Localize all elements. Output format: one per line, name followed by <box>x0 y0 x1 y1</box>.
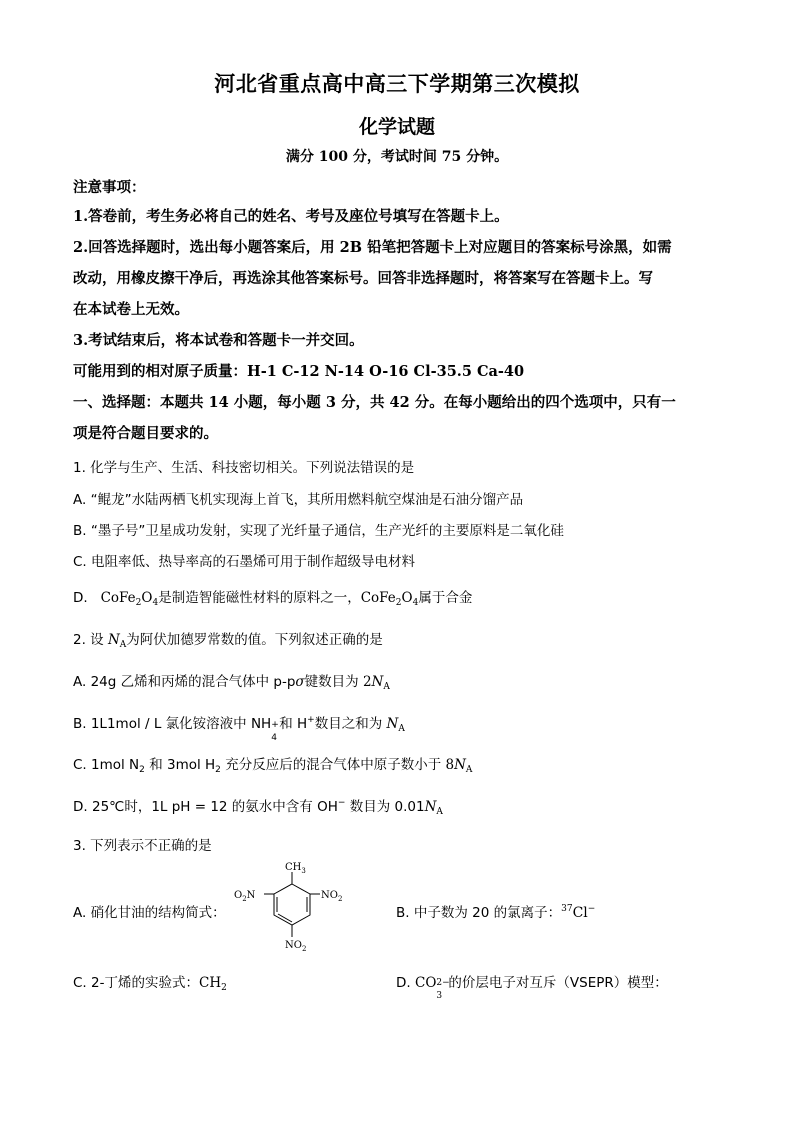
trinitrotoluene-structure <box>228 858 358 958</box>
q2-a-mid: 键数目为 <box>304 674 359 690</box>
q2-b-pre: B. 1L1mol / L 氯化铵溶液中 NH <box>73 716 272 732</box>
nitro-label-right: $NO_2$ <box>321 890 343 903</box>
q2-option-b: B. 1L1mol / L 氯化铵溶液中 NH + 4 和 H+数目之和为 $N_A$ <box>73 715 405 743</box>
score-time: 满分 100 分，考试时间 75 分钟。 <box>285 149 509 165</box>
exam-title: 河北省重点高中高三下学期第三次模拟 <box>214 71 580 96</box>
q1-d-label: D. <box>73 590 88 606</box>
notice-item-2-line-2: 改动，用橡皮擦干净后，再选涂其他答案标号。回答非选择题时，将答案写在答题卡上。写 <box>73 270 653 287</box>
q2-stem-post: 为阿伏加德罗常数的值。下列叙述正确的是 <box>126 632 383 648</box>
nitro-label-bottom: $NO_2$ <box>285 940 307 953</box>
q3-option-a: A. 硝化甘油的结构简式： <box>73 905 226 921</box>
cofe2o4-formula: $CoFe_2O_4$ <box>91 590 159 608</box>
notice-item-3: 3.考试结束后，将本试卷和答题卡一并交回。 <box>73 332 364 349</box>
section-1-line-2: 项是符合题目要求的。 <box>73 425 218 442</box>
q1-d-text-2: 属于合金 <box>418 590 473 606</box>
q1-stem: 1. 化学与生产、生活、科技密切相关。下列说法错误的是 <box>73 460 415 476</box>
q1-option-c: C. 电阻率低、热导率高的石墨烯可用于制作超级导电材料 <box>73 554 416 570</box>
carbonate-ion: CO 2− 3 <box>414 975 450 1001</box>
q3-b-pre: B. 中子数为 20 的氯离子： <box>396 905 562 921</box>
ch2-formula: $CH_2$ <box>198 975 227 993</box>
cofe2o4-formula-2: $CoFe_2O_4$ <box>360 590 419 608</box>
q2-c-mid2: 充分反应后的混合气体中原子数小于 <box>225 757 442 773</box>
exam-subject: 化学试题 <box>358 116 435 138</box>
atomic-masses: 可能用到的相对原子质量：H-1 C-12 N-14 O-16 Cl-35.5 Ca-40 <box>73 363 525 380</box>
q3-stem: 3. 下列表示不正确的是 <box>73 838 212 854</box>
q3-option-d <box>396 971 668 1001</box>
q1-option-b: B. “墨子号”卫星成功发射，实现了光纤量子通信，生产光纤的主要原料是二氧化硅 <box>73 523 564 539</box>
q3-c-pre: C. 2-丁烯的实验式： <box>73 975 199 991</box>
q3-option-b: B. 中子数为 20 的氯离子：$^{37}$Cl− <box>396 904 596 921</box>
q2-stem <box>73 628 383 650</box>
na-value-c: $8N_A$ <box>445 757 473 775</box>
q2-b-mid: 和 H <box>279 716 308 732</box>
chloride-ion: Cl− <box>572 904 596 921</box>
q2-option-d: D. 25℃时，1L pH = 12 的氨水中含有 OH− 数目为 $0.01N_A$ <box>73 798 443 817</box>
notice-item-1: 1.答卷前，考生务必将自己的姓名、考号及座位号填写在答题卡上。 <box>73 208 509 225</box>
q1-option-a: A. “鲲龙”水陆两栖飞机实现海上首飞，其所用燃料航空煤油是石油分馏产品 <box>73 492 524 508</box>
q2-d-pre: D. 25℃时，1L pH = 12 的氨水中含有 OH <box>73 799 338 815</box>
notice-heading: 注意事项： <box>73 179 146 196</box>
sigma-symbol: σ <box>295 674 305 690</box>
notice-item-2-line-3: 在本试卷上无效。 <box>73 301 189 318</box>
q2-c-mid1: 和 3mol H <box>149 757 216 773</box>
q3-option-c <box>73 971 227 993</box>
q2-c-pre: C. 1mol N <box>73 757 140 773</box>
q3-d-pre: D. <box>396 975 411 991</box>
q2-a-pre: A. 24g 乙烯和丙烯的混合气体中 p-p <box>73 674 296 690</box>
q1-d-text-1: 是制造智能磁性材料的原料之一， <box>158 590 361 606</box>
q2-option-a <box>73 670 390 692</box>
na-value: $2N_A$ <box>362 674 390 692</box>
methyl-group-label: $CH_3$ <box>285 862 306 875</box>
q2-stem-pre: 2. 设 <box>73 632 104 648</box>
q2-b-post: 数目之和为 <box>314 716 383 732</box>
notice-item-2-line-1: 2.回答选择题时，选出每小题答案后，用 2B 铅笔把答题卡上对应题目的答案标号涂黑，如需 <box>73 239 672 256</box>
section-1-line-1: 一、选择题：本题共 14 小题，每小题 3 分，共 42 分。在每小题给出的四个选项中，只有一 <box>73 394 676 411</box>
q2-d-mid: 数目为 0.01 <box>349 799 425 815</box>
q3-d-post: 的价层电子对互斥（VSEPR）模型： <box>448 975 668 991</box>
q1-option-d <box>73 586 472 608</box>
na-symbol: $N_A$ <box>107 632 127 650</box>
q2-option-c: C. 1mol $N_2$ 和 3mol $H_2$ 充分反应后的混合气体中原子数小于 $8N_A$ <box>73 757 473 775</box>
na-value-d: $N_A$ <box>424 799 443 817</box>
na-value-b: $N_A$ <box>386 716 405 734</box>
nitro-label-left: $O_2N$ <box>234 890 256 903</box>
